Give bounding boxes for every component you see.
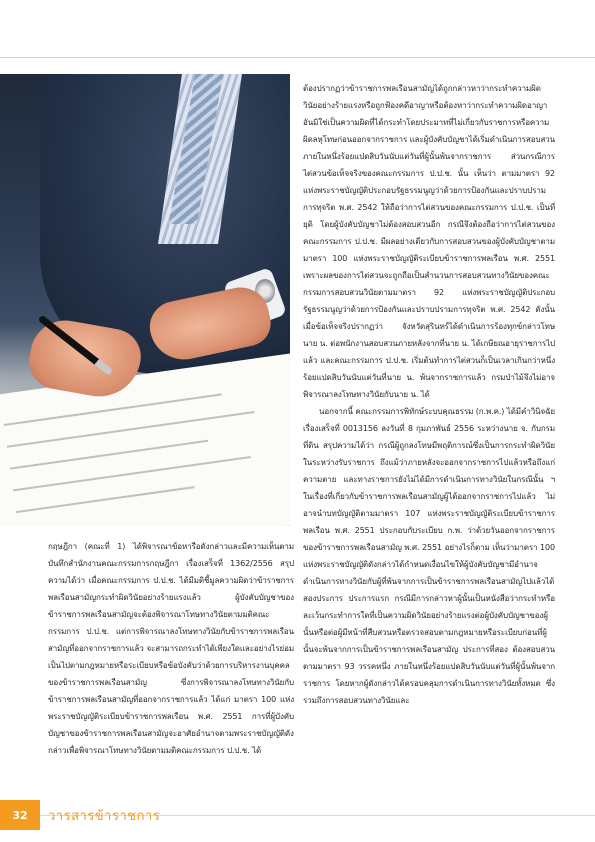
journal-name: วารสารข้าราชการ [48,809,161,824]
right-paragraph-1: ต้องปรากฏว่าข้าราชการพลเรือนสามัญได้ถูกกล่าวหาว่ากระทำความผิดวินัยอย่างร้ายแรงหรือถูกฟ้องคดีอาญาหรือต้องหาว่ากระทำความผิดอาญาอันมิใช่เป็นความผิดที่ได้กระทำโดยประมาทที่ไม่เกี่ยวกับราชการหรือความผิดลหุโทษก่อนออกจากราชการ และผู้บังคับบัญชาได้เริ่มดำเนินการสอบสวนภายในหนึ่งร้อยแปดสิบวันนับแต่วันที่ผู้นั้นพ้นจากราชการ ส่วนกรณีการไต่สวนข้อเท็จจริงของคณะกรรมการ ป.ป.ช. นั้น เห็นว่า ตามมาตรา 92 แห่งพระราชบัญญัติประกอบรัฐธรรมนูญว่าด้วยการป้องกันและปราบปรามการทุจริต พ.ศ. 2542 ให้ถือว่าการไต่สวนของคณะกรรมการ ป.ป.ช. เป็นที่ยุติ โดยผู้บังคับบัญชาไม่ต้องสอบสวนอีก กรณีจึงต้องถือว่าการไต่สวนของคณะกรรมการ ป.ป.ช. มีผลอย่างเดียวกับการสอบสวนของผู้บังคับบัญชาตามมาตรา 100 แห่งพระราชบัญญัติระเบียบข้าราชการพลเรือน พ.ศ. 2551 เพราะผลของการไต่สวนจะถูกถือเป็นสำนวนการสอบสวนทางวินัยของคณะกรรมการสอบสวนวินัยตามมาตรา 92 แห่งพระราชบัญญัติประกอบรัฐธรรมนูญว่าด้วยการป้องกันและปราบปรามการทุจริต พ.ศ. 2542 ดังนั้น เมื่อข้อเท็จจริงปรากฏว่า จังหวัดสุรินทร์ได้ดำเนินการร้องทุกข์กล่าวโทษ นาย น. ต่อพนักงานสอบสวนภายหลังจากที่นาย น. ได้เกษียณอายุราชการไปแล้ว และคณะกรรมการ ป.ป.ช. เริ่มต้นทำการไต่สวนก็เป็นเวลาเกินกว่าหนึ่งร้อยแปดสิบวันนับแต่วันที่นาย น. พ้นจากราชการแล้ว กรมป่าไม้จึงไม่อาจพิจารณาลงโทษทางวินัยกับนาย น. ได้ [303,84,555,399]
left-paragraph-1: กฤษฎีกา (คณะที่ 1) ได้พิจารณาข้อหารือดังกล่าวและมีความเห็นตามบันทึกสำนักงานคณะกรรมการกฤษฎีกา เรื่องเสร็จที่ 1362/2556 สรุปความได้ว่า เมื่อคณะกรรมการ ป.ป.ช. ได้มีมติชี้มูลความผิดว่าข้าราชการพลเรือนสามัญกระทำผิดวินัยอย่างร้ายแรงแล้ว ผู้บังคับบัญชาของข้าราชการพลเรือนสามัญจะต้องพิจารณาโทษทางวินัยตามมติคณะกรรมการ ป.ป.ช. แต่การพิจารณาลงโทษทางวินัยกับข้าราชการพลเรือนสามัญที่ออกจากราชการแล้ว จะสามารถกระทำได้เพียงใดและอย่างไรย่อมเป็นไปตามกฎหมายหรือระเบียบหรือข้อบังคับว่าด้วยการบริหารงานบุคคลของข้าราชการพลเรือนสามัญ ซึ่งการพิจารณาลงโทษทางวินัยกับข้าราชการพลเรือนสามัญที่ออกจากราชการแล้ว ได้แก่ มาตรา 100 แห่งพระราชบัญญัติระเบียบข้าราชการพลเรือน พ.ศ. 2551 การที่ผู้บังคับบัญชาของข้าราชการพลเรือนสามัญจะอาศัยอำนาจตามพระราชบัญญัติดังกล่าวเพื่อพิจารณาโทษทางวินัยตามมติคณะกรรมการ ป.ป.ช. ได้ [48,542,294,755]
left-column [48,538,294,759]
page-number: 32 [0,800,40,830]
right-paragraph-2: นอกจากนี้ คณะกรรมการพิทักษ์ระบบคุณธรรม (ก.พ.ค.) ได้มีคำวินิจฉัย เรื่องเสร็จที่ 0013156 ลงวันที่ 8 กุมภาพันธ์ 2556 ระหว่างนาย จ. กับกรมที่ดิน สรุปความได้ว่า กรณีผู้ถูกลงโทษมีพฤติการณ์ซึ่งเป็นการกระทำผิดวินัยในระหว่างรับราชการ ถึงแม้ว่าภายหลังจะออกจากราชการไปแล้วหรือถึงแก่ความตาย และทางราชการยังไม่ได้มีการดำเนินการทางวินัยในกรณีนั้น ฯ ในเรื่องที่เกี่ยวกับข้าราชการพลเรือนสามัญผู้ได้ออกจากราชการไปแล้ว ไม่อาจนำบทบัญญัติตามมาตรา 107 แห่งพระราชบัญญัติระเบียบข้าราชการพลเรือน พ.ศ. 2551 ประกอบกับระเบียบ ก.พ. ว่าด้วยวันออกจากราชการของข้าราชการพลเรือนสามัญ พ.ศ. 2551 อย่างไรก็ตาม เห็นว่ามาตรา 100 แห่งพระราชบัญญัติดังกล่าวได้กำหนดเงื่อนไขให้ผู้บังคับบัญชามีอำนาจดำเนินการทางวินัยกับผู้ที่พ้นจากการเป็นข้าราชการพลเรือนสามัญไปแล้วได้ สองประการ ประการแรก กรณีมีการกล่าวหาผู้นั้นเป็นหนังสือว่ากระทำหรือละเว้นกระทำการใดที่เป็นความผิดวินัยอย่างร้ายแรงต่อผู้บังคับบัญชาของผู้นั้นหรือต่อผู้มีหน้าที่สืบสวนหรือตรวจสอบตามกฎหมายหรือระเบียบก่อนที่ผู้นั้นจะพ้นจากการเป็นข้าราชการพลเรือนสามัญ ประการที่สอง ต้องสอบสวนตามมาตรา 93 วรรคหนึ่ง ภายในหนึ่งร้อยแปดสิบวันนับแต่วันที่ผู้นั้นพ้นจากราชการ โดยหากผู้ดังกล่าวได้ครอบคลุมการดำเนินการทางวินัยทั้งหมด ซึ่งรวมถึงการสอบสวนทางวินัยและ [303,407,555,705]
right-column [303,80,555,709]
article-photo [0,74,290,526]
top-rule [0,57,595,58]
